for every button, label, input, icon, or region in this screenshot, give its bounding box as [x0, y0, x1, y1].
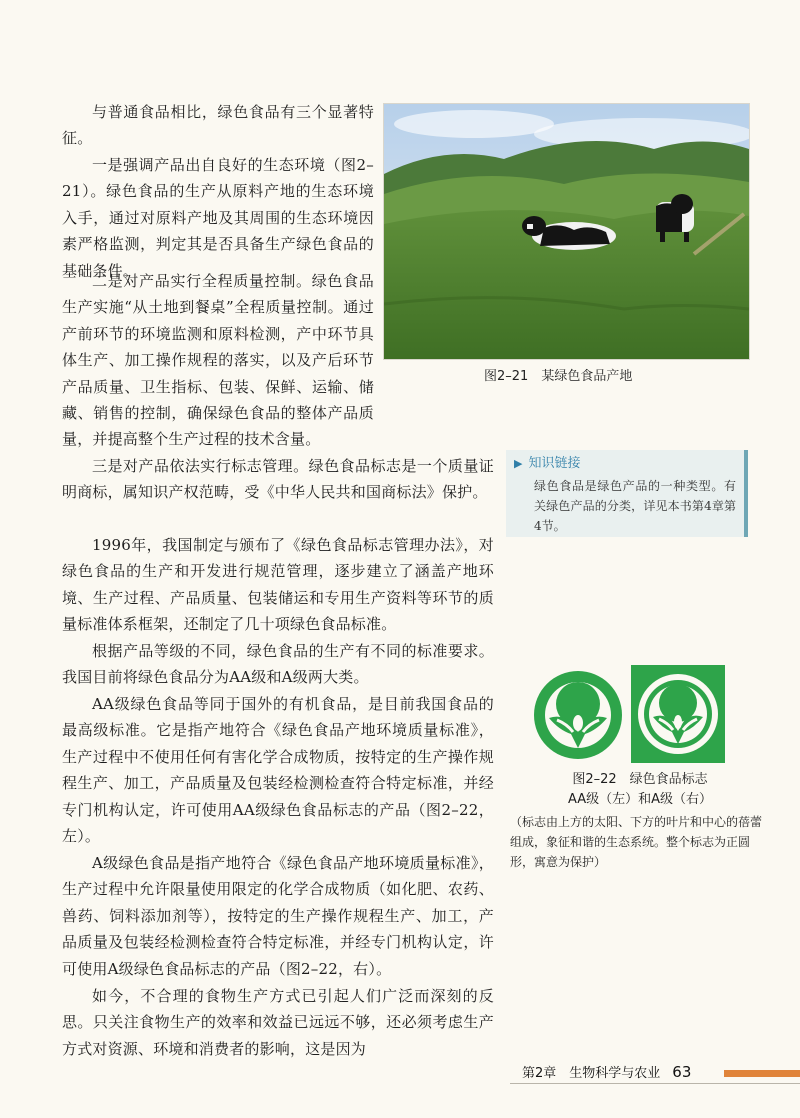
paragraph-feature-3: 三是对产品依法实行标志管理。绿色食品标志是一个质量证明商标，属知识产权范畴，受《中华人民共和国商标法》保护。: [62, 457, 494, 502]
paragraph-intro: 与普通食品相比，绿色食品有三个显著特征。: [62, 103, 374, 148]
knowledge-link-title: 知识链接: [528, 456, 581, 471]
paragraph-feature-2: 二是对产品实行全程质量控制。绿色食品生产实施“从土地到餐桌”全程质量控制。通过产前环节的环境监测和原料检测，产中环节具体生产、加工操作规程的落实，以及产后环节产品质量、卫生指标、包装、保鲜、运输、储藏、销售的控制，确保绿色食品的整体产品质量，并提高整个生产过程的技术含量。: [62, 272, 374, 449]
aa-grade-logo: [531, 668, 625, 762]
a-grade-logo: [631, 665, 725, 759]
figure-22-caption: [510, 770, 770, 872]
knowledge-link-box: [506, 450, 748, 537]
paragraph-aa-grade: AA级绿色食品等同于国外的有机食品，是目前我国食品的最高级标准。它是指产地符合《绿色食品产地环境质量标准》，生产过程中不使用任何有害化学合成物质，按特定的生产操作规程生产、加工，产品质量及包装经检测检查符合特定标准，并经专门机构认定，许可使用AA级绿色食品标志的产品（图2–22，左）。: [62, 695, 494, 846]
page-footer: [522, 1062, 691, 1080]
footer-accent-bar: [724, 1070, 800, 1077]
triangle-right-icon: ▶: [514, 457, 523, 470]
farm-photo: [383, 103, 750, 360]
figure-22-subtitle: AA级（左）和A级（右）: [567, 792, 713, 807]
figure-21-caption: 图2–21 某绿色食品产地: [484, 369, 633, 384]
figure-22-note: （标志由上方的太阳、下方的叶片和中心的蓓蕾组成，象征和谐的生态系统。整个标志为正圆形，寓意为保护）: [510, 815, 763, 869]
knowledge-link-body: 绿色食品是绿色产品的一种类型。有关绿色产品的分类，详见本书第4章第4节。: [534, 479, 736, 533]
paragraph-1996-regulation: 1996年，我国制定与颁布了《绿色食品标志管理办法》，对绿色食品的生产和开发进行规范管理，逐步建立了涵盖产地环境、生产过程、产品质量、包装储运和专用生产资料等环节的质量标准体系框架，还制定了几十项绿色食品标准。: [62, 536, 494, 634]
paragraph-grades: 根据产品等级的不同，绿色食品的生产有不同的标准要求。我国目前将绿色食品分为AA级和A级两大类。: [62, 642, 494, 687]
paragraph-feature-1: 一是强调产品出自良好的生态环境（图2–21）。绿色食品的生产从原料产地的生态环境入手，通过对原料产地及其周围的生态环境因素严格监测，判定其是否具备生产绿色食品的基础条件。: [62, 156, 374, 280]
knowledge-link-heading: [514, 452, 580, 471]
figure-22-title: 图2–22 绿色食品标志: [572, 772, 708, 787]
paragraph-a-grade: A级绿色食品是指产地符合《绿色食品产地环境质量标准》，生产过程中允许限量使用限定的化学合成物质（如化肥、农药、兽药、饲料添加剂等），按特定的生产操作规程生产、加工，产品质量及包装经检测检查符合特定标准，并经专门机构认定，许可使用A级绿色食品标志的产品（图2–22，右）。: [62, 854, 494, 978]
footer-rule: [510, 1083, 800, 1084]
paragraph-reflection: 如今，不合理的食物生产方式已引起人们广泛而深刻的反思。只关注食物生产的效率和效益已远远不够，还必须考虑生产方式对资源、环境和消费者的影响，这是因为: [62, 987, 494, 1058]
page-number: 63: [672, 1063, 692, 1081]
chapter-label: 第2章 生物科学与农业: [522, 1066, 661, 1081]
